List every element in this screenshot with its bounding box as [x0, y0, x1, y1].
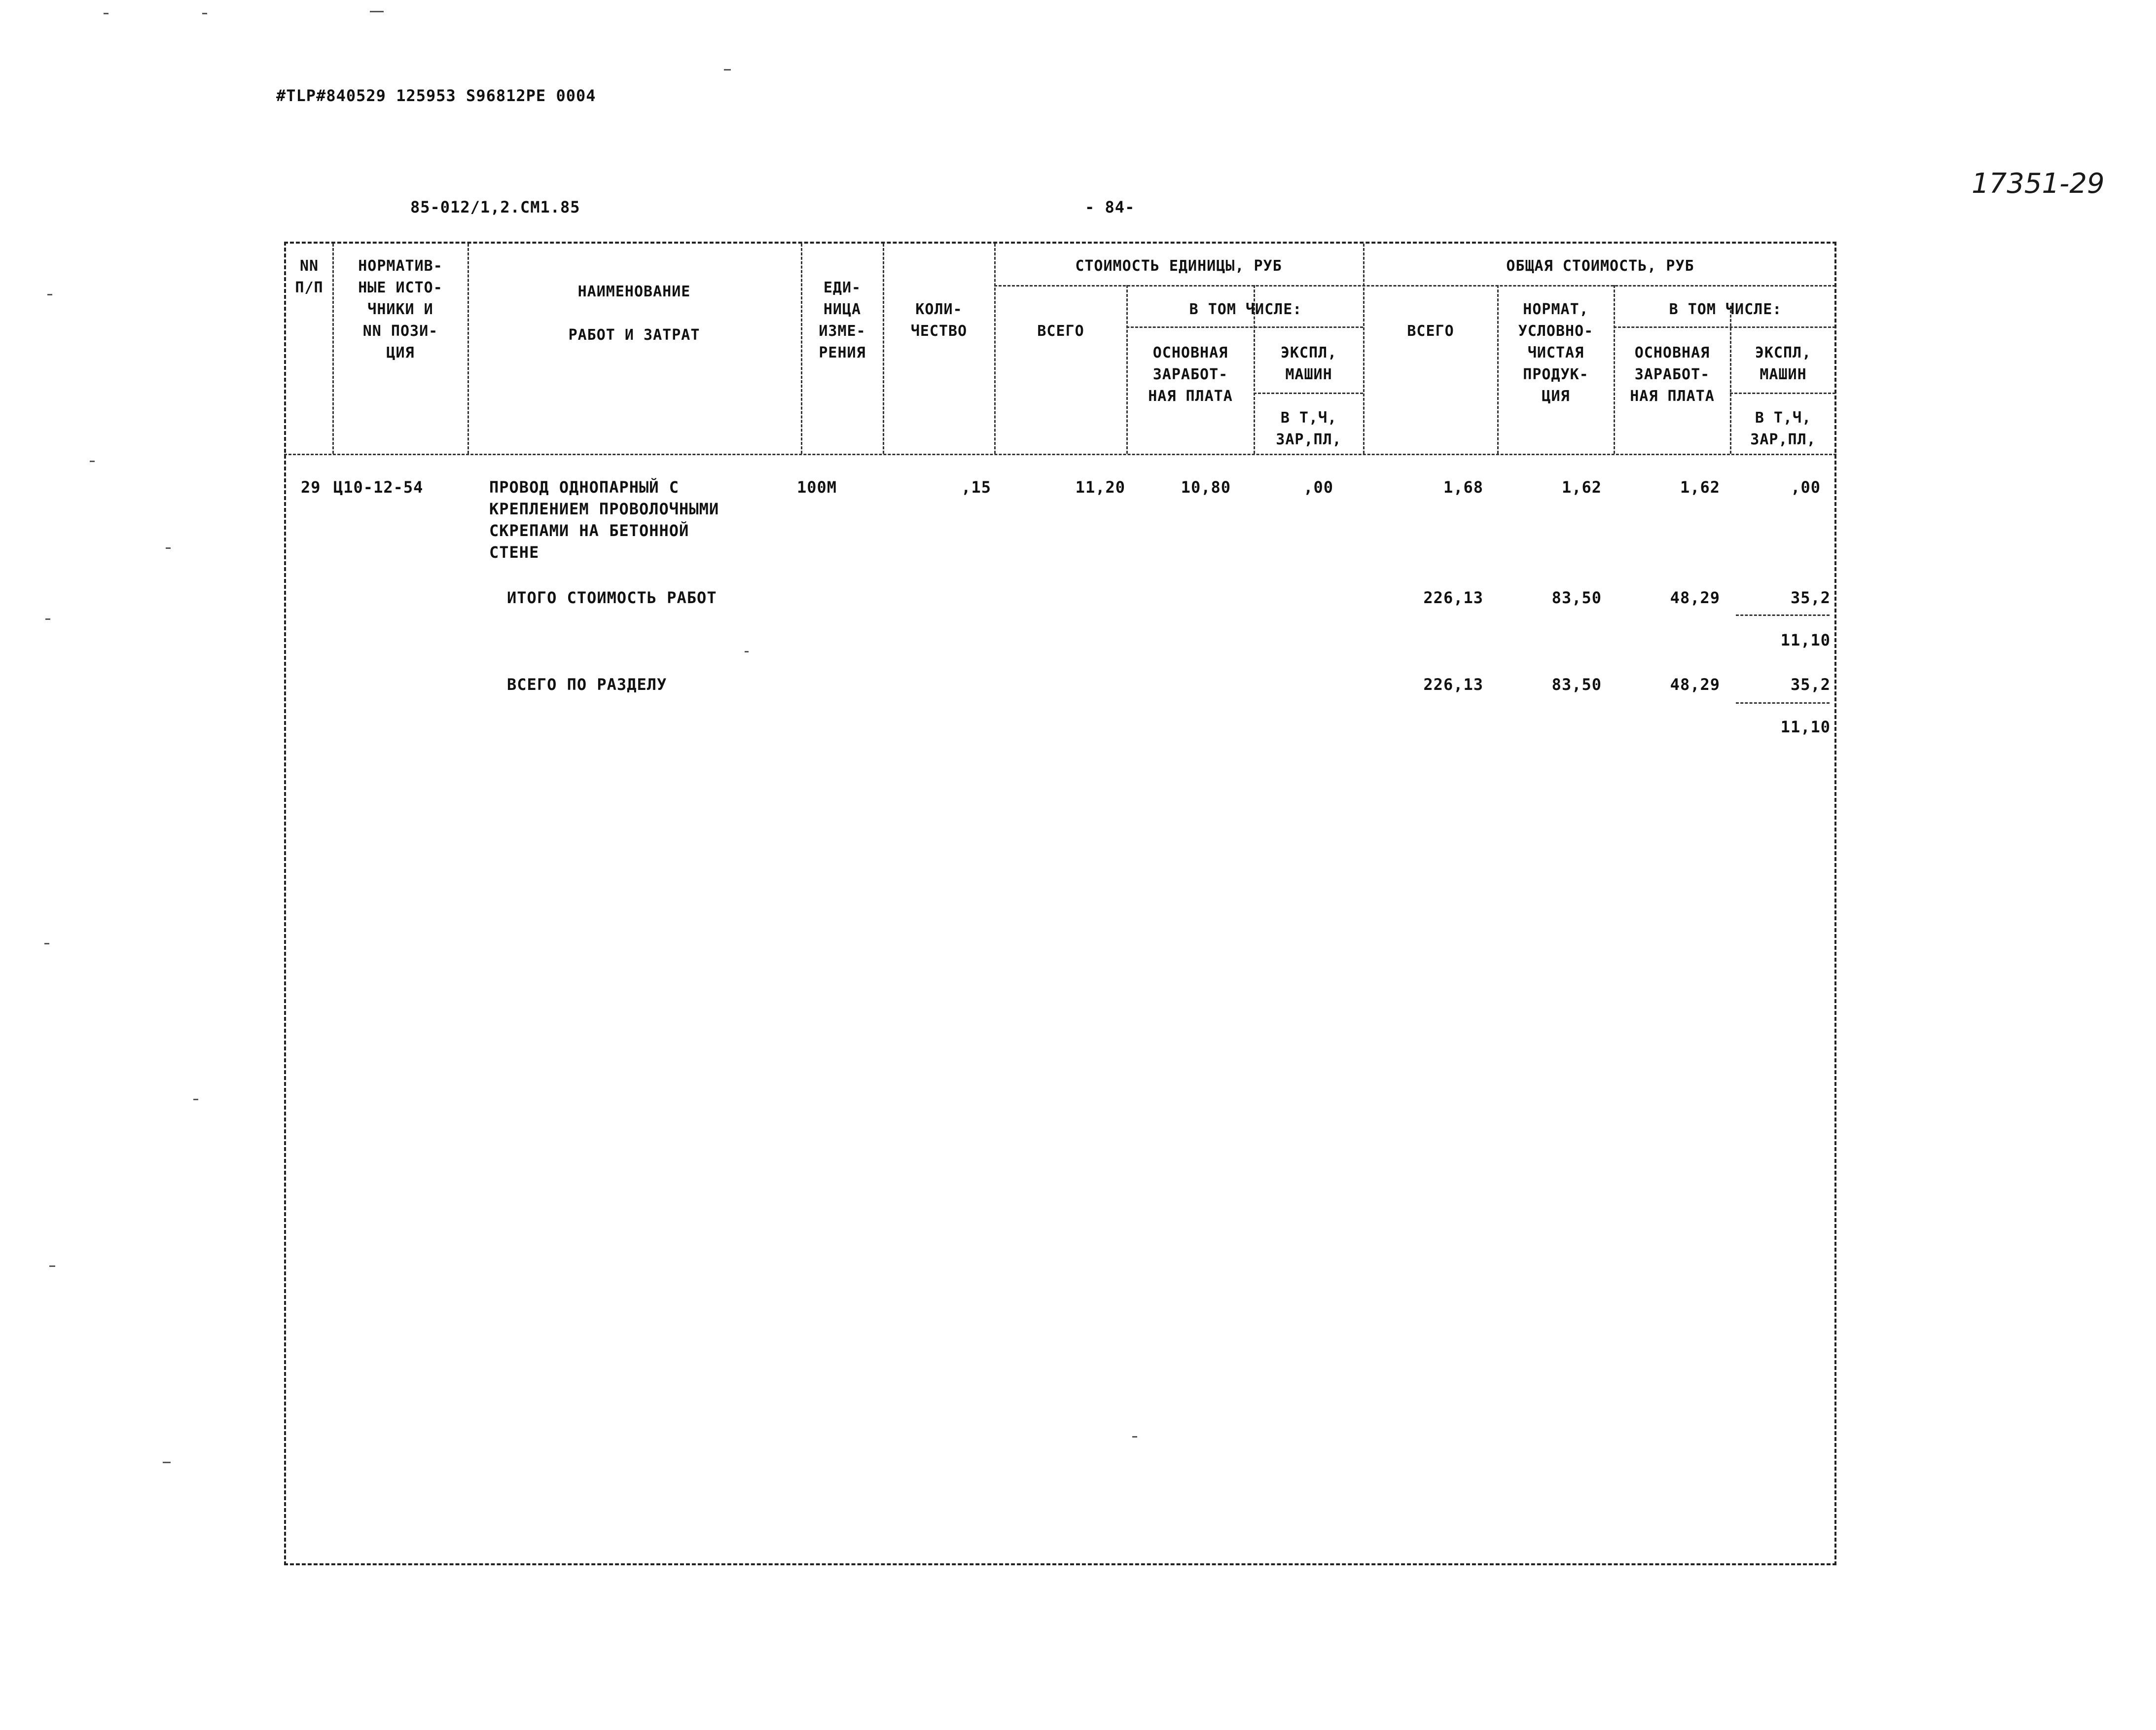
header-unit-cost-group: СТОИМОСТЬ ЕДИНИЦЫ, РУБ	[1075, 257, 1282, 275]
header-nn-2: П/П	[295, 279, 323, 296]
row-unit: 100М	[797, 478, 837, 497]
header-total-salary-1: ОСНОВНАЯ	[1634, 344, 1710, 361]
section-total-label: ВСЕГО ПО РАЗДЕЛУ	[507, 675, 667, 694]
header-source-3: ЧНИКИ И	[367, 301, 433, 318]
print-code-line: #TLP#840529 125953 S96812PE 0004	[276, 86, 596, 105]
header-total-machine-sub-1: В Т,Ч,	[1755, 409, 1812, 427]
scan-speck	[202, 13, 207, 14]
scan-speck	[49, 1265, 55, 1267]
header-unit-machine-sub-2: ЗАР,ПЛ,	[1276, 431, 1342, 448]
header-unit-salary-3: НАЯ ПЛАТА	[1148, 388, 1233, 405]
header-qty-1: КОЛИ-	[915, 301, 963, 318]
header-rule	[1614, 326, 1835, 328]
header-rule	[994, 285, 1835, 287]
col-divider	[1126, 285, 1128, 454]
header-total-norm-3: ЧИСТАЯ	[1527, 344, 1584, 361]
header-name-2: РАБОТ И ЗАТРАТ	[568, 326, 700, 344]
header-qty-2: ЧЕСТВО	[910, 323, 968, 340]
header-unit-incl: В ТОМ ЧИСЛЕ:	[1189, 301, 1302, 318]
col-divider	[467, 244, 469, 454]
scan-speck	[745, 651, 749, 652]
section-total-machine-salary: 11,10	[1780, 718, 1831, 736]
header-unit-4: РЕНИЯ	[819, 344, 866, 361]
header-total-norm-1: НОРМАТ,	[1523, 301, 1589, 318]
header-unit-machine-1: ЭКСПЛ,	[1280, 344, 1337, 361]
scan-speck	[104, 13, 108, 14]
col-divider	[1497, 285, 1499, 454]
summary-machine-salary: 11,10	[1780, 631, 1831, 649]
header-total-total: ВСЕГО	[1407, 323, 1454, 340]
header-unit-machine-2: МАШИН	[1285, 366, 1332, 383]
header-source-4: NN ПОЗИ-	[362, 323, 438, 340]
header-total-norm-2: УСЛОВНО-	[1518, 323, 1594, 340]
header-total-salary-3: НАЯ ПЛАТА	[1630, 388, 1715, 405]
col-divider	[1730, 306, 1731, 454]
row-name-4: СТЕНЕ	[489, 543, 539, 562]
row-name-2: КРЕПЛЕНИЕМ ПРОВОЛОЧНЫМИ	[489, 500, 719, 518]
row-unit-salary: 10,80	[1181, 478, 1231, 497]
col-divider	[883, 244, 884, 454]
col-divider	[332, 244, 334, 454]
summary-divider	[1736, 614, 1830, 616]
col-divider	[1614, 285, 1615, 454]
header-total-machine-sub-2: ЗАР,ПЛ,	[1750, 431, 1816, 448]
header-unit-machine-sub-1: В Т,Ч,	[1280, 409, 1337, 427]
row-unit-total: 11,20	[1075, 478, 1125, 497]
section-total-salary: 48,29	[1670, 675, 1720, 694]
row-source: Ц10-12-54	[333, 478, 424, 497]
header-unit-3: ИЗМЕ-	[819, 323, 866, 340]
document-reference: 85-012/1,2.CM1.85	[410, 198, 580, 216]
col-divider	[1363, 244, 1365, 454]
header-source-2: НЫЕ ИСТО-	[358, 279, 443, 296]
page-number: - 84-	[1085, 198, 1135, 216]
estimate-table-frame	[284, 242, 1836, 1565]
header-total-norm-4: ПРОДУК-	[1523, 366, 1589, 383]
header-name-1: НАИМЕНОВАНИЕ	[577, 283, 691, 300]
section-total-total: 226,13	[1423, 675, 1483, 694]
header-total-cost-group: ОБЩАЯ СТОИМОСТЬ, РУБ	[1506, 257, 1694, 275]
scan-speck	[1132, 1436, 1137, 1438]
summary-total: 226,13	[1423, 588, 1483, 607]
header-rule	[1254, 393, 1363, 394]
scan-speck	[163, 1462, 171, 1463]
section-total-divider	[1736, 702, 1830, 704]
row-total-total: 1,68	[1443, 478, 1483, 497]
row-total-salary: 1,62	[1680, 478, 1720, 497]
row-unit-machine: ,00	[1303, 478, 1333, 497]
col-divider	[801, 244, 802, 454]
scan-speck	[90, 461, 95, 462]
section-total-norm: 83,50	[1551, 675, 1602, 694]
header-unit-salary-2: ЗАРАБОТ-	[1152, 366, 1228, 383]
scan-speck	[44, 943, 49, 944]
header-total-salary-2: ЗАРАБОТ-	[1634, 366, 1710, 383]
header-total-machine-2: МАШИН	[1760, 366, 1807, 383]
row-total-norm: 1,62	[1561, 478, 1602, 497]
scan-speck	[166, 547, 171, 549]
header-source-1: НОРМАТИВ-	[358, 257, 443, 275]
scan-speck	[47, 294, 52, 295]
header-unit-1: ЕДИ-	[823, 279, 862, 296]
scan-speck	[45, 618, 50, 620]
header-bottom-rule	[284, 454, 1836, 455]
header-total-machine-1: ЭКСПЛ,	[1755, 344, 1812, 361]
scan-speck	[193, 1099, 198, 1100]
handwritten-sheet-number: 17351-29	[1972, 168, 2105, 200]
header-unit-salary-1: ОСНОВНАЯ	[1152, 344, 1228, 361]
header-rule	[1126, 326, 1363, 328]
header-nn-1: NN	[299, 257, 319, 275]
summary-machine: 35,2	[1790, 588, 1831, 607]
col-divider	[994, 244, 996, 454]
row-total-machine: ,00	[1791, 478, 1821, 497]
header-total-norm-5: ЦИЯ	[1542, 388, 1570, 405]
row-name-3: СКРЕПАМИ НА БЕТОННОЙ	[489, 521, 689, 540]
header-total-incl: В ТОМ ЧИСЛЕ:	[1669, 301, 1782, 318]
section-total-machine: 35,2	[1790, 675, 1831, 694]
summary-norm: 83,50	[1551, 588, 1602, 607]
summary-label: ИТОГО СТОИМОСТЬ РАБОТ	[507, 588, 717, 607]
scan-speck	[724, 69, 731, 71]
header-unit-2: НИЦА	[823, 301, 862, 318]
row-qty: ,15	[961, 478, 991, 497]
scan-speck	[370, 11, 384, 12]
row-name-1: ПРОВОД ОДНОПАРНЫЙ С	[489, 478, 680, 497]
header-unit-total: ВСЕГО	[1037, 323, 1084, 340]
header-rule	[1730, 393, 1835, 394]
row-nn: 29	[301, 478, 321, 497]
header-source-5: ЦИЯ	[386, 344, 415, 361]
summary-salary: 48,29	[1670, 588, 1720, 607]
